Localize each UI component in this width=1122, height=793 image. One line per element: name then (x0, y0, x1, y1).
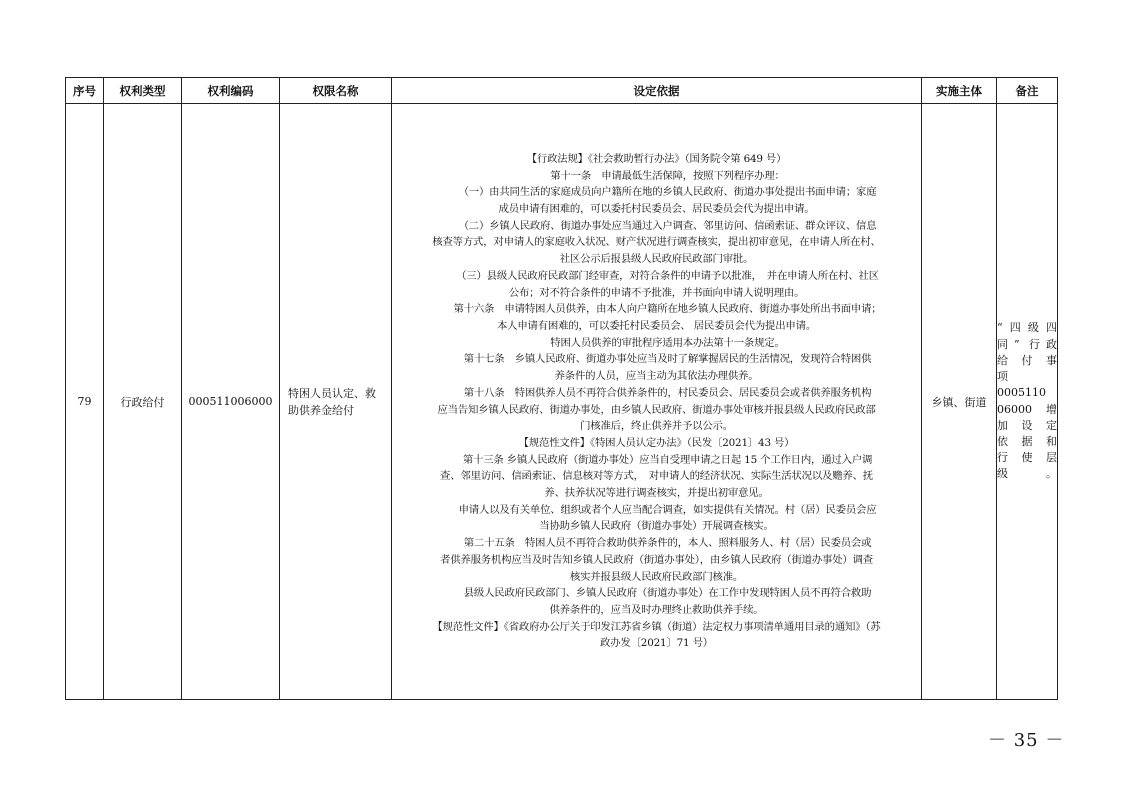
note-line: 加 设 定 (997, 418, 1057, 432)
basis-line: 第十六条 申请特困人员供养，由本人向户籍所在地乡镇人民政府、街道办事处所出书面申请； (453, 303, 882, 316)
basis-line: 第十三条 乡镇人民政府（街道办事处）应当自受理申请之日起 15 个工作日内，通过入户调 (462, 453, 873, 466)
basis-line: 特困人员供养的审批程序适用本办法第十一条规定。 (550, 336, 785, 349)
basis-line: 核查等方式，对申请人的家庭收入状况、财产状况进行调查核实，提出初审意见，在申请人所在村、 (432, 236, 881, 249)
basis-line: 社区公示后报县级人民政府民政部门审批。 (559, 253, 754, 266)
basis-line: 养、扶养状况等进行调查核实，并提出初审意见。 (544, 487, 769, 500)
rights-table (65, 77, 1058, 700)
note-text (997, 320, 1057, 482)
header-right-code: 权利编码 (182, 78, 280, 104)
note-line: 同” 行政 (997, 337, 1057, 351)
basis-line: 【规范性文件】《省政府办公厅关于印发江苏省乡镇（街道）法定权力事项清单通用目录的通知》（苏 (432, 620, 881, 633)
basis-line: 公布；对不符合条件的申请不予批准，并书面向申请人说明理由。 (508, 286, 805, 299)
note-line: “四级四 (997, 321, 1057, 335)
cell-basis (392, 104, 922, 700)
basis-line: 第十七条 乡镇人民政府、街道办事处应当及时了解掌握居民的生活情况，发现符合特困供 (463, 353, 872, 366)
cell-right-type: 行政给付 (104, 104, 182, 700)
basis-text (392, 151, 921, 652)
basis-line: 政办发〔2021〕71 号） (600, 637, 713, 650)
table-row (66, 104, 1058, 700)
basis-line: 者供养服务机构应当及时告知乡镇人民政府（街道办事处），由乡镇人民政府（街道办事处）调查 (440, 553, 873, 566)
note-line: 级。 (997, 467, 1057, 481)
basis-line: 第十一条 申请最低生活保障，按照下列程序办理： (550, 169, 785, 182)
cell-seq: 79 (66, 104, 104, 700)
basis-line: 应当告知乡镇人民政府、街道办事处，由乡镇人民政府、街道办事处审核并报县级人民政府民政部 (437, 403, 876, 416)
basis-line: 门核准后，终止供养并予以公示。 (580, 420, 733, 433)
note-line: 依 据 和 (997, 434, 1057, 448)
header-subject: 实施主体 (922, 78, 997, 104)
cell-subject: 乡镇、街道 (922, 104, 997, 700)
basis-line: 查、邻里访问、信函索证、信息核对等方式， 对申请人的经济状况、实际生活状况以及赡养、抚 (440, 470, 873, 483)
cell-note (997, 104, 1058, 700)
basis-line: （一）由共同生活的家庭成员向户籍所在地的乡镇人民政府、街道办事处提出书面申请；家庭 (458, 186, 877, 199)
basis-line: 养条件的人员，应当主动为其依法办理供养。 (554, 370, 759, 383)
basis-line: 县级人民政府民政部门、乡镇人民政府（街道办事处）在工作中发现特困人员不再符合救助 (463, 587, 872, 600)
basis-line: 当协助乡镇人民政府（街道办事处）开展调查核实。 (539, 520, 774, 533)
table-header-row (66, 78, 1058, 104)
cell-right-code: 000511006000 (182, 104, 280, 700)
basis-line: 【规范性文件】《特困人员认定办法》（民发〔2021〕43 号） (518, 436, 795, 449)
right-name-line: 特困人员认定、救 (288, 386, 376, 400)
cell-right-name (280, 104, 392, 700)
note-line: 06000 增 (997, 402, 1057, 416)
header-basis: 设定依据 (392, 78, 922, 104)
note-line: 0005110 (997, 386, 1046, 400)
note-line: 给 付 事 (997, 353, 1057, 367)
basis-line: 供养条件的，应当及时办理终止救助供养手续。 (549, 603, 764, 616)
basis-line: 【行政法规】《社会救助暂行办法》（国务院令第 649 号） (526, 152, 787, 165)
header-right-name: 权限名称 (280, 78, 392, 104)
note-line: 行 使 层 (997, 451, 1057, 465)
header-note: 备注 (997, 78, 1058, 104)
header-right-type: 权利类型 (104, 78, 182, 104)
right-name-line: 助供养金给付 (288, 403, 354, 417)
basis-line: （二）乡镇人民政府、街道办事处应当通过入户调查、邻里访问、信函索证、群众评议、信息 (458, 219, 877, 232)
basis-line: 本人申请有困难的，可以委托村民委员会、 居民委员会代为提出申请。 (496, 319, 816, 332)
page-number: － 35 － (988, 730, 1065, 751)
header-seq: 序号 (66, 78, 104, 104)
basis-line: 第二十五条 特困人员不再符合救助供养条件的，本人、照料服务人、村（居）民委员会或 (463, 537, 872, 550)
basis-line: （三）县级人民政府民政部门经审查，对符合条件的申请予以批准， 并在申请人所在村、社区 (456, 269, 879, 282)
basis-line: 成员申请有困难的，可以委托村民委员会、居民委员会代为提出申请。 (498, 203, 815, 216)
basis-line: 申请人以及有关单位、组织或者个人应当配合调查，如实提供有关情况。村（居）民委员会应 (458, 503, 877, 516)
basis-line: 核实并报县级人民政府民政部门核准。 (569, 570, 744, 583)
basis-line: 第十八条 特困供养人员不再符合供养条件的，村民委员会、居民委员会或者供养服务机构 (463, 386, 872, 399)
note-line: 项 (997, 370, 1008, 384)
